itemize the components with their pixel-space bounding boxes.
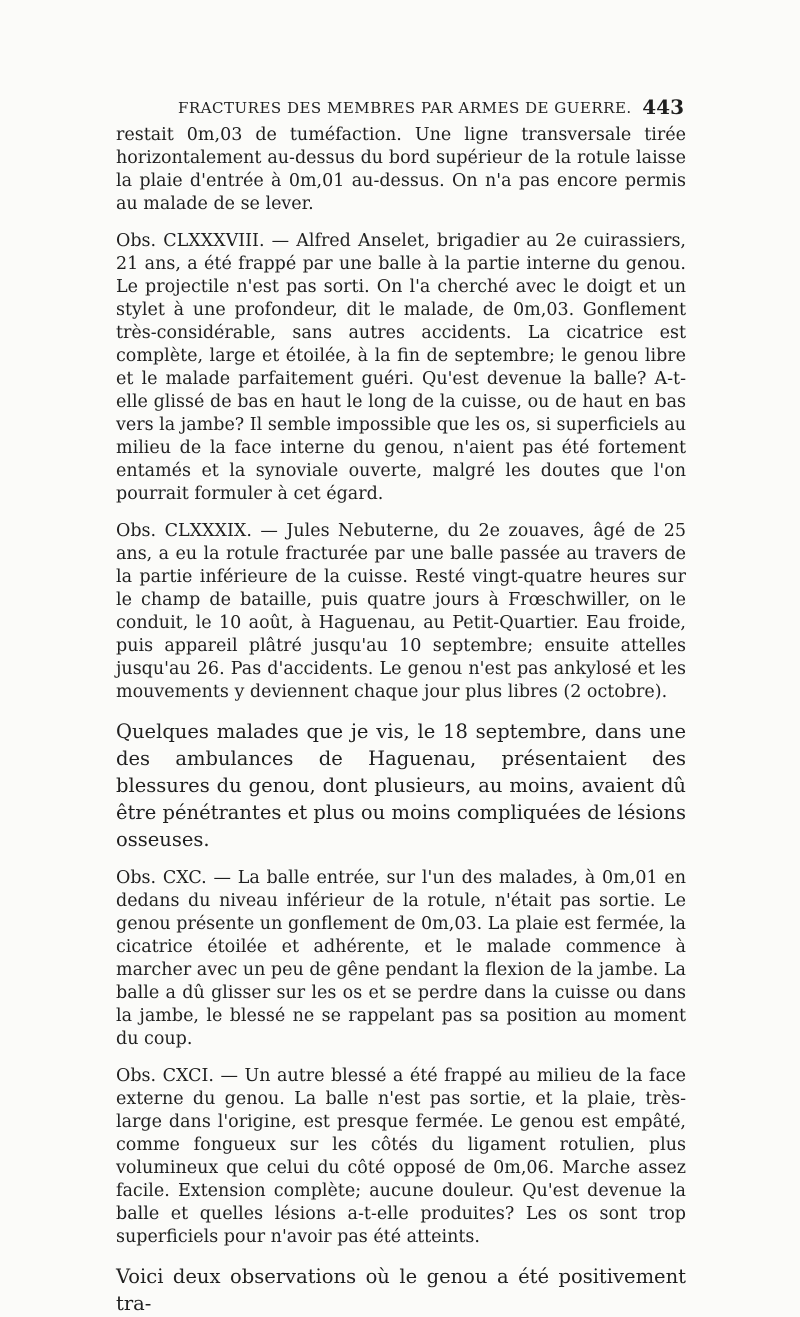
- paragraph-obs-189: Obs. CLXXXIX. — Jules Nebuterne, du 2e zouaves, âgé de 25 ans, a eu la rotule fracturée par une balle passée au travers de la partie inférieure de la cuisse. Resté vingt-quatre heures sur le champ de bataille, puis quatre jours à Frœschwiller, on le conduit, le 10 août, à Haguenau, au Petit-Quartier. Eau froide, puis appareil plâtré jusqu'au 10 septembre; ensuite attelles jusqu'au 26. Pas d'accidents. Le genou n'est pas ankylosé et les mouvements y deviennent chaque jour plus libres (2 octobre).: [116, 521, 686, 702]
- body-text: [116, 124, 686, 1317]
- paragraph-obs-190: Obs. CXC. — La balle entrée, sur l'un des malades, à 0m,01 en dedans du niveau inférieur de la rotule, n'était pas sortie. Le genou présente un gonflement de 0m,03. La plaie est fermée, la cicatrice étoilée et adhérente, et le malade commence à marcher avec un peu de gêne pendant la flexion de la jambe. La balle a dû glisser sur les os et se perdre dans la cuisse ou dans la jambe, le blessé ne se rappelant pas sa position au moment du coup.: [116, 868, 686, 1049]
- page-header: [116, 95, 684, 125]
- paragraph-continuation: restait 0m,03 de tuméfaction. Une ligne transversale tirée horizontalement au-dessus du bord supérieur de la rotule laisse la plaie d'entrée à 0m,01 au-dessus. On n'a pas encore permis au malade de se lever.: [116, 125, 686, 214]
- paragraph-closing-line: Voici deux observations où le genou a été positivement tra-: [116, 1265, 686, 1315]
- running-title: FRACTURES DES MEMBRES PAR ARMES DE GUERRE.: [178, 99, 632, 117]
- paragraph-haguenau-ambulances: Quelques malades que je vis, le 18 septembre, dans une des ambulances de Haguenau, présentaient des blessures du genou, dont plusieurs, au moins, avaient dû être pénétrantes et plus ou moins compliquées de lésions osseuses.: [116, 720, 686, 851]
- page-number: 443: [642, 95, 684, 119]
- paragraph-obs-191: Obs. CXCI. — Un autre blessé a été frappé au milieu de la face externe du genou. La balle n'est pas sortie, et la plaie, très-large dans l'origine, est presque fermée. Le genou est empâté, comme fongueux sur les côtés du ligament rotulien, plus volumineux que celui du côté opposé de 0m,06. Marche assez facile. Extension complète; aucune douleur. Qu'est devenue la balle et quelles lésions a-t-elle produites? Les os sont trop superficiels pour n'avoir pas été atteints.: [116, 1066, 686, 1247]
- paragraph-obs-188: Obs. CLXXXVIII. — Alfred Anselet, brigadier au 2e cuirassiers, 21 ans, a été frappé par une balle à la partie interne du genou. Le projectile n'est pas sorti. On l'a cherché avec le doigt et un stylet à une profondeur, dit le malade, de 0m,03. Gonflement très-considérable, sans autres accidents. La cicatrice est complète, large et étoilée, à la fin de septembre; le genou libre et le malade parfaitement guéri. Qu'est devenue la balle? A-t-elle glissé de bas en haut le long de la cuisse, ou de haut en bas vers la jambe? Il semble impossible que les os, si superficiels au milieu de la face interne du genou, n'aient pas été fortement entamés et la synoviale ouverte, malgré les doutes que l'on pourrait formuler à cet égard.: [116, 231, 686, 504]
